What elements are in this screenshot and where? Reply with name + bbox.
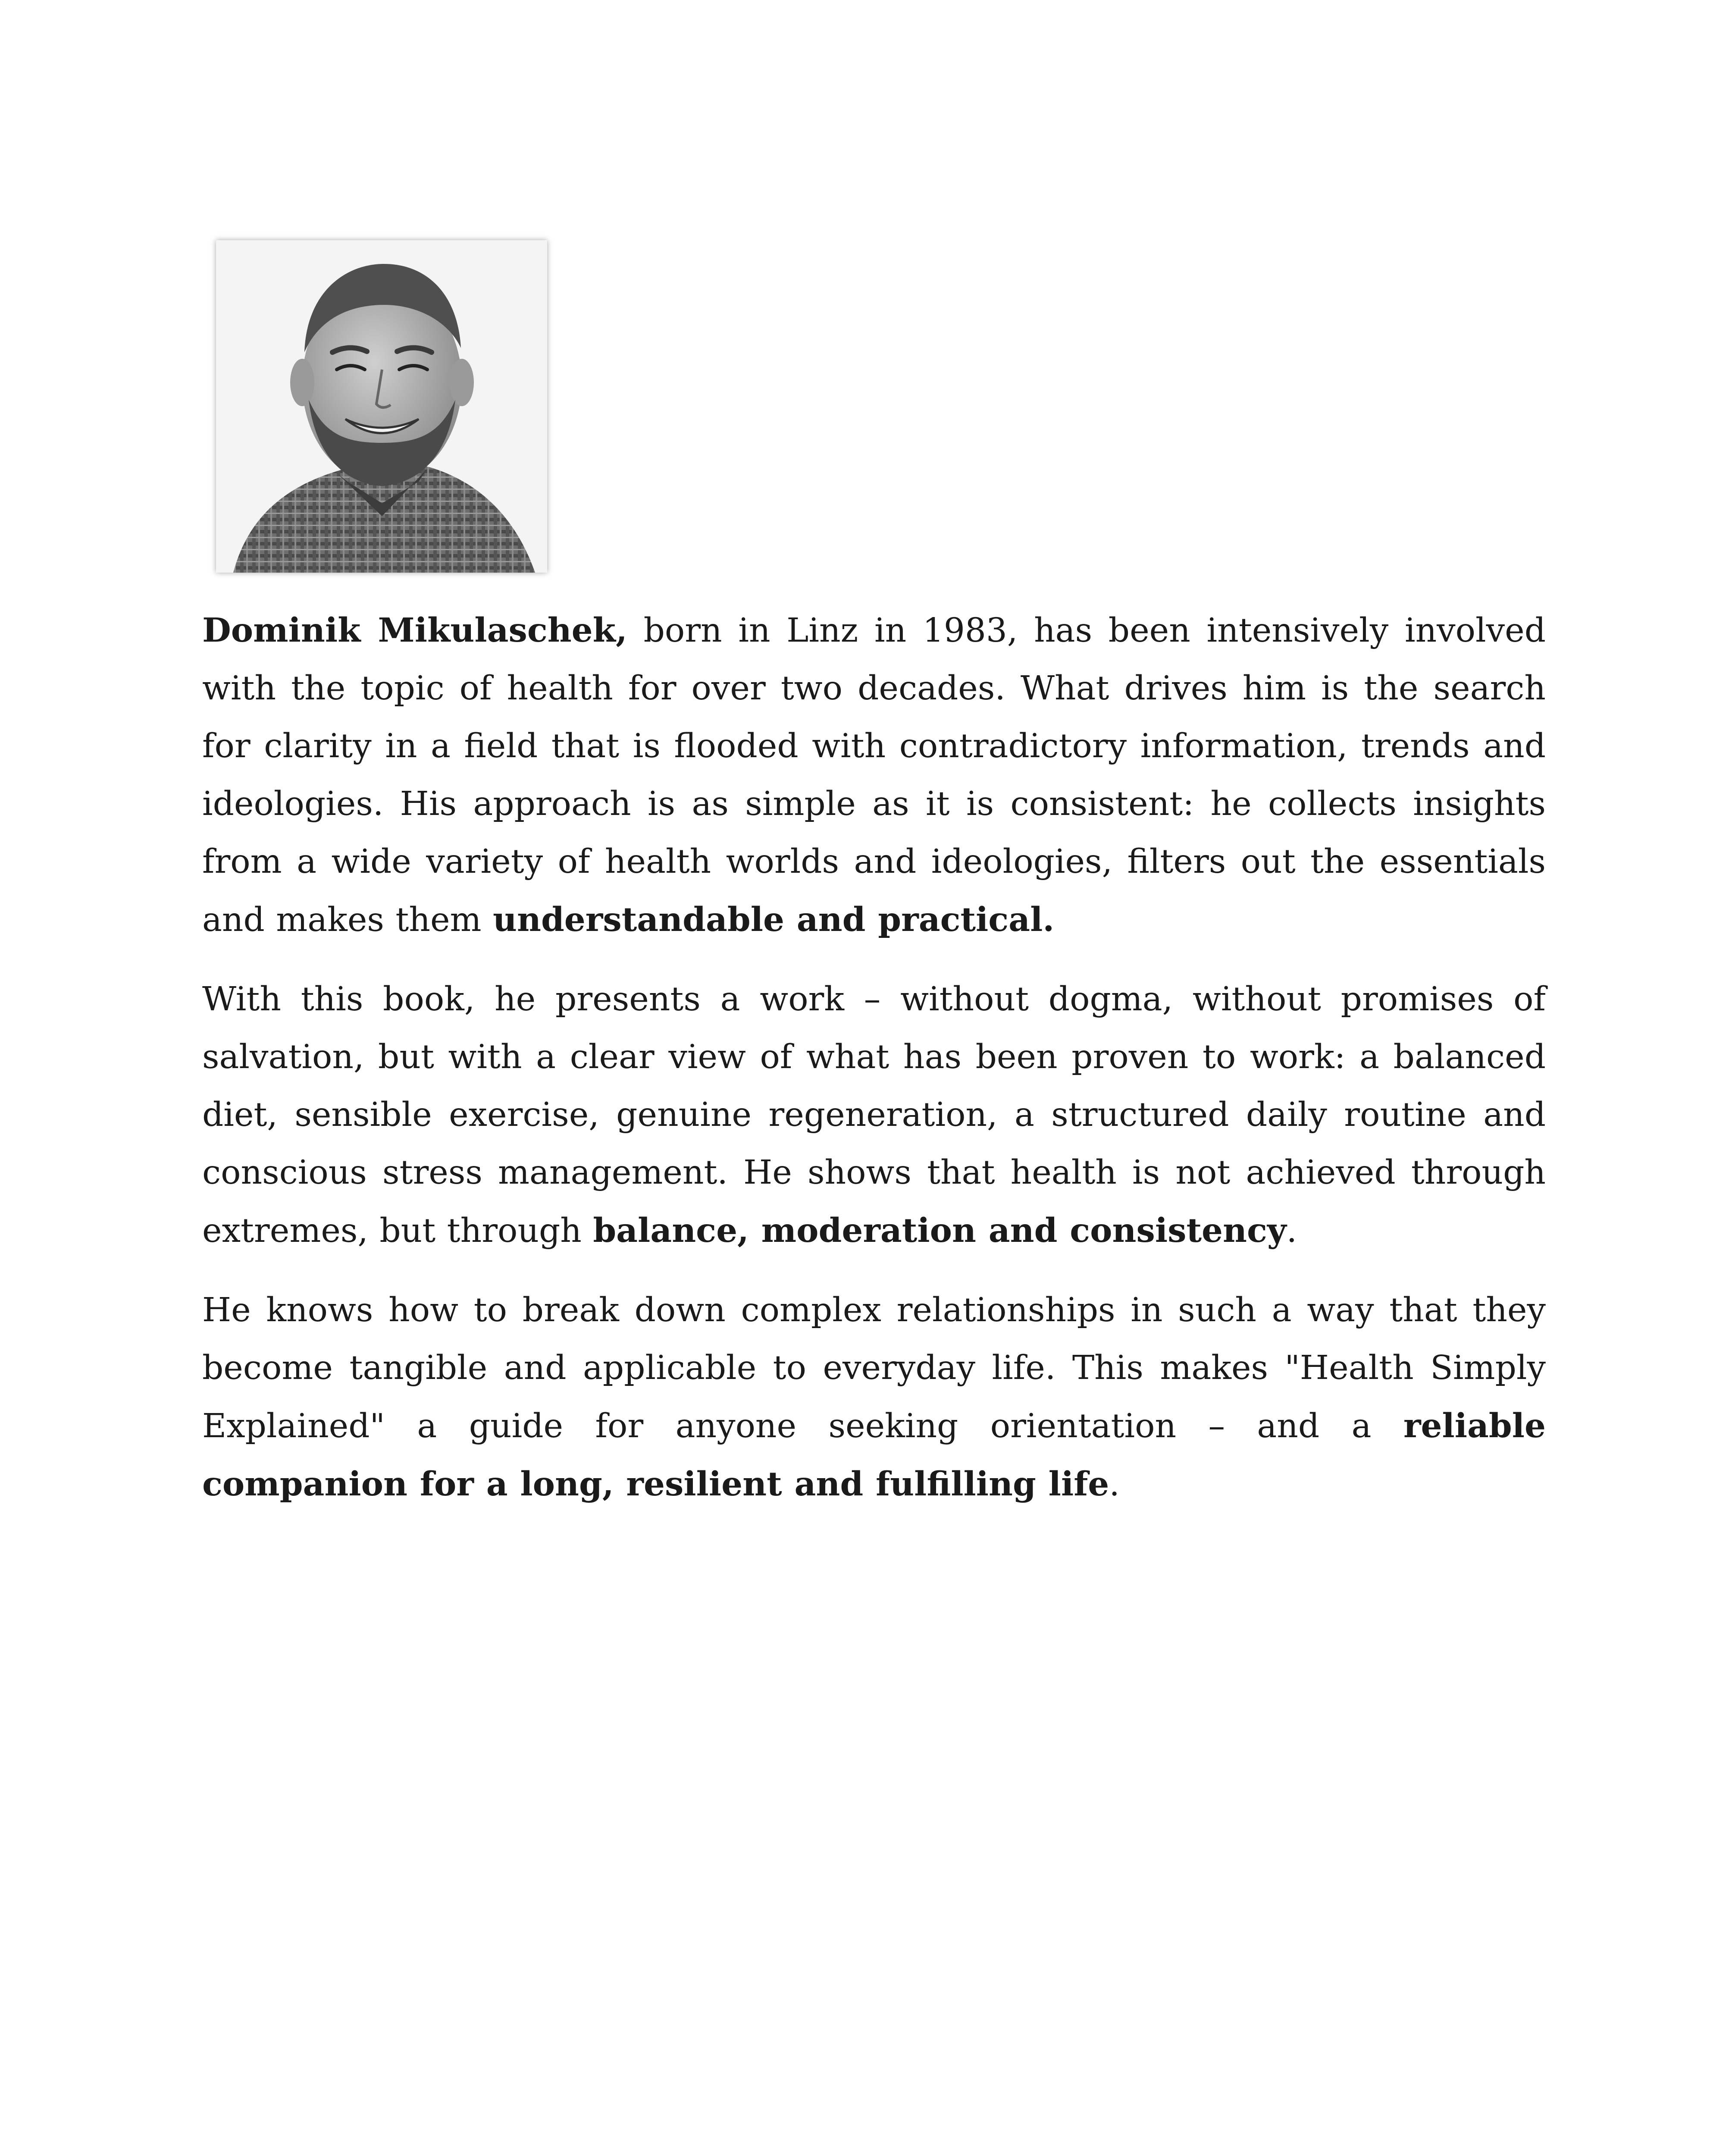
author-name: Dominik Mikulaschek, — [202, 611, 627, 650]
author-biography — [202, 602, 1546, 1514]
bio-emphasis: understandable and practical. — [493, 900, 1055, 939]
bio-paragraph-1 — [202, 602, 1546, 949]
bio-text: With this book, he presents a work – without dogma, without promises of salvation, but with a clear view of what has been proven to work: a balanced diet, sensible exercise, genuine regeneration, a structured daily routine and conscious stress management. He shows that health is not achieved through extremes, but through — [202, 980, 1546, 1250]
bio-paragraph-3 — [202, 1282, 1546, 1514]
bio-text: born in Linz in 1983, has been intensively involved with the topic of health for over two decades. What drives him is the search for clarity in a field that is flooded with contradictory information, trends and ideologies. His approach is as simple as it is consistent: he collects insights from a wide variety of health worlds and ideologies, filters out the essentials and makes them — [202, 611, 1546, 939]
bio-emphasis: balance, moderation and consistency — [593, 1211, 1287, 1250]
author-photo — [216, 240, 547, 573]
bio-text: He knows how to break down complex relationships in such a way that they become tangible and applicable to everyday life. This makes "Health Simply Explained" a guide for anyone seeking orientation – and a — [202, 1291, 1546, 1445]
author-portrait-image — [216, 240, 547, 573]
bio-text-end: . — [1286, 1212, 1297, 1250]
bio-emphasis: reliable companion for a long, resilient and fulfilling life — [202, 1407, 1546, 1504]
bio-paragraph-2 — [202, 971, 1546, 1260]
bio-text-end: . — [1109, 1465, 1120, 1504]
